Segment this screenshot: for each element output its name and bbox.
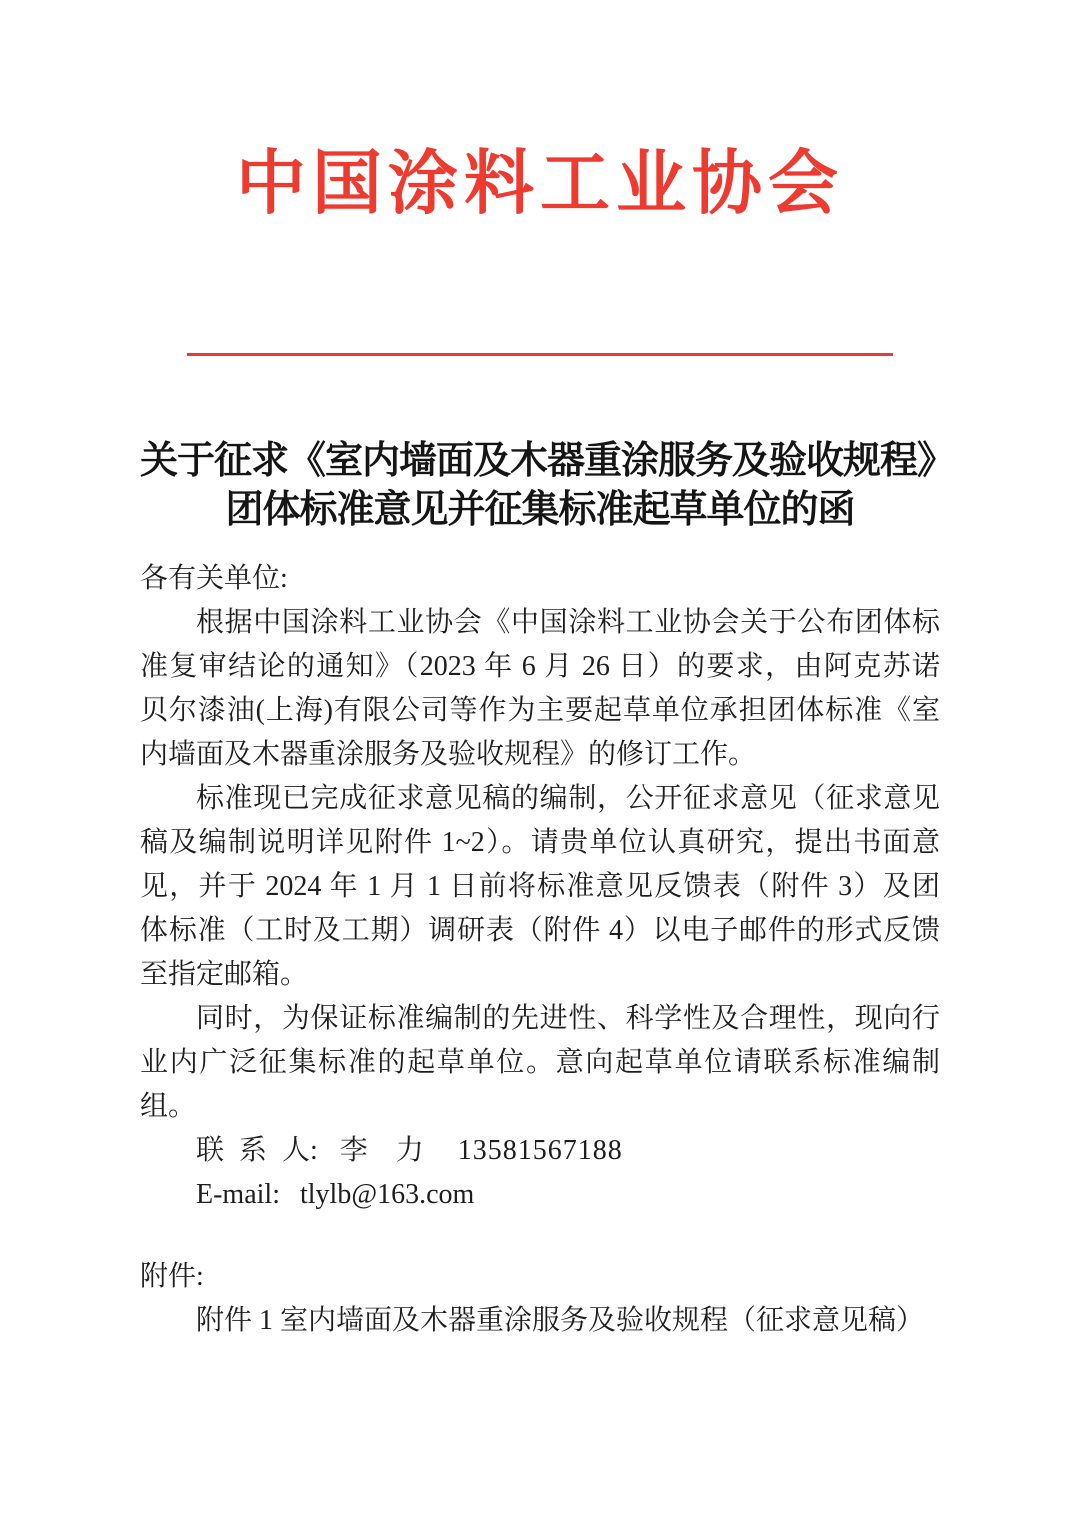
paragraph-1 (140, 601, 940, 777)
body-line: 同时，为保证标准编制的先进性、科学性及合理性，现向行 (196, 1003, 940, 1034)
attachments-section (140, 1255, 940, 1343)
contact-person-label: 联 系 人: (196, 1135, 318, 1166)
body-line: 内墙面及木器重涂服务及验收规程》的修订工作。 (140, 739, 757, 770)
body-line: 至指定邮箱。 (140, 959, 309, 990)
document-title-line1: 关于征求《室内墙面及木器重涂服务及验收规程》 (140, 440, 955, 482)
document-body (140, 557, 940, 1343)
document-title (140, 437, 955, 535)
contact-email-line (140, 1173, 940, 1217)
document-title-line2: 团体标准意见并征集标准起草单位的函 (225, 489, 855, 531)
contact-phone: 13581567188 (457, 1135, 623, 1166)
body-line: 标准现已完成征求意见稿的编制，公开征求意见（征求意见 (196, 783, 940, 814)
attachment-item-1: 附件 1 室内墙面及木器重涂服务及验收规程（征求意见稿） (196, 1305, 925, 1336)
letterhead-divider-line (187, 353, 893, 356)
contact-email-value: tlylb@163.com (299, 1179, 475, 1210)
body-line: 见，并于 2024 年 1 月 1 日前将标准意见反馈表（附件 3）及团 (140, 871, 940, 902)
contact-person-line (140, 1129, 940, 1173)
contact-person-name: 李 力 (339, 1135, 424, 1166)
attachments-heading: 附件: (140, 1261, 204, 1292)
contact-email-label: E-mail: (196, 1179, 280, 1210)
body-line: 稿及编制说明详见附件 1~2）。请贵单位认真研究，提出书面意 (140, 827, 940, 858)
paragraph-2 (140, 777, 940, 997)
body-line: 贝尔漆油(上海)有限公司等作为主要起草单位承担团体标准《室 (140, 695, 940, 726)
body-line: 体标准（工时及工期）调研表（附件 4）以电子邮件的形式反馈 (140, 915, 940, 946)
body-line: 根据中国涂料工业协会《中国涂料工业协会关于公布团体标 (196, 607, 940, 638)
letterhead-org-name: 中国涂料工业协会 (236, 146, 844, 223)
body-line: 业内广泛征集标准的起草单位。意向起草单位请联系标准编制 (140, 1047, 940, 1078)
body-line: 准复审结论的通知》（2023 年 6 月 26 日）的要求，由阿克苏诺 (140, 651, 940, 682)
body-line: 组。 (140, 1091, 197, 1122)
salutation: 各有关单位: (140, 563, 288, 594)
paragraph-3 (140, 997, 940, 1129)
